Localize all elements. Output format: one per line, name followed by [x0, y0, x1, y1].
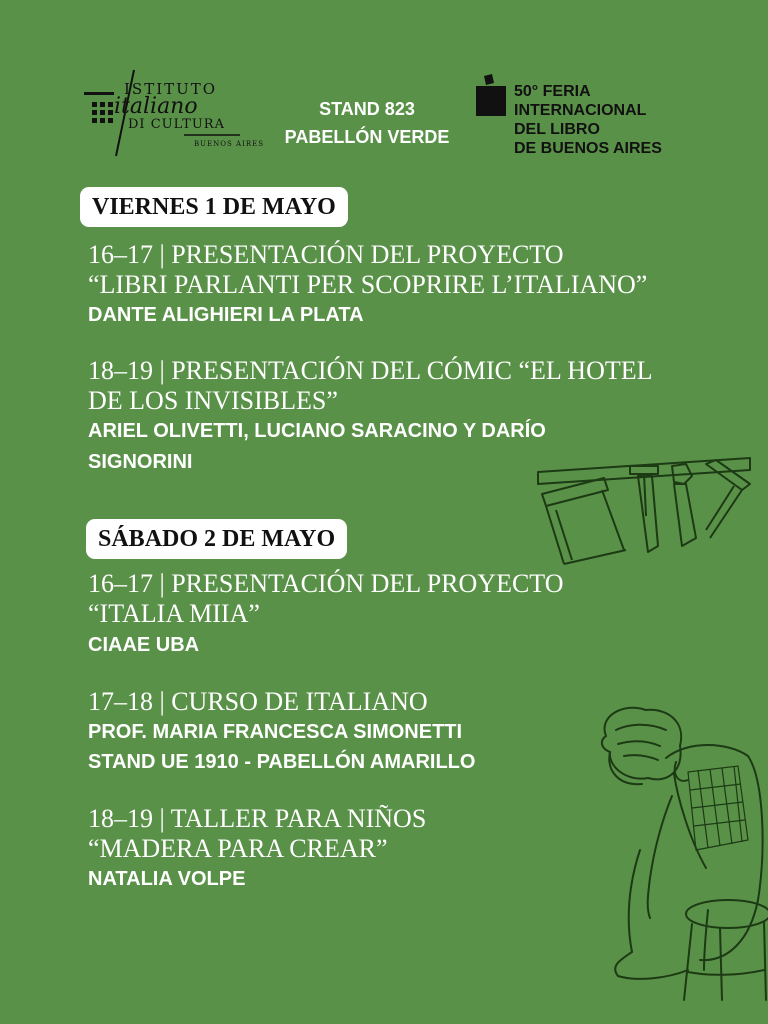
- event-speaker: SIGNORINI: [88, 451, 193, 473]
- event-speaker: STAND UE 1910 - PABELLÓN AMARILLO: [88, 751, 476, 773]
- tools-illustration: [534, 454, 754, 574]
- event-title: “ITALIA MIIA”: [88, 599, 260, 628]
- event-title: 18–19 | TALLER PARA NIÑOS: [88, 804, 427, 833]
- feria-line1: 50° FERIA: [514, 83, 591, 100]
- stand-number: STAND 823: [319, 99, 415, 119]
- stand-pavilion: PABELLÓN VERDE: [284, 127, 450, 147]
- feria-line3: DEL LIBRO: [514, 121, 600, 138]
- iic-logo-line3: DI CULTURA: [128, 117, 225, 132]
- event-title: DE LOS INVISIBLES”: [88, 386, 338, 415]
- iic-logo-line4: BUENOS AIRES: [194, 140, 265, 148]
- iic-logo-line2: italiano: [114, 94, 198, 119]
- feria-line4: DE BUENOS AIRES: [514, 140, 662, 157]
- event-title: 16–17 | PRESENTACIÓN DEL PROYECTO: [88, 240, 564, 269]
- event-speaker: PROF. MARIA FRANCESCA SIMONETTI: [88, 721, 463, 743]
- event-title: 16–17 | PRESENTACIÓN DEL PROYECTO: [88, 569, 564, 598]
- day-label-friday: VIERNES 1 DE MAYO: [80, 187, 348, 227]
- feria-text: [514, 82, 662, 158]
- iic-logo: [84, 68, 265, 158]
- event-speaker: NATALIA VOLPE: [88, 868, 246, 890]
- event-title: “LIBRI PARLANTI PER SCOPRIRE L’ITALIANO”: [88, 270, 648, 299]
- book-icon: [474, 74, 510, 118]
- event-title: “MADERA PARA CREAR”: [88, 834, 388, 863]
- event-speaker: ARIEL OLIVETTI, LUCIANO SARACINO Y DARÍO: [88, 420, 546, 442]
- person-illustration: [588, 700, 768, 1006]
- feria-logo: [474, 74, 694, 164]
- event-speaker: DANTE ALIGHIERI LA PLATA: [88, 304, 364, 326]
- feria-line2: INTERNACIONAL: [514, 102, 647, 119]
- stand-info: [262, 95, 472, 151]
- event-speaker: CIAAE UBA: [88, 634, 200, 656]
- event-title: 17–18 | CURSO DE ITALIANO: [88, 687, 428, 716]
- day-label-saturday: SÁBADO 2 DE MAYO: [86, 519, 347, 559]
- event-title: 18–19 | PRESENTACIÓN DEL CÓMIC “EL HOTEL: [88, 356, 653, 385]
- iic-logo-line1: ISTITUTO: [124, 80, 218, 98]
